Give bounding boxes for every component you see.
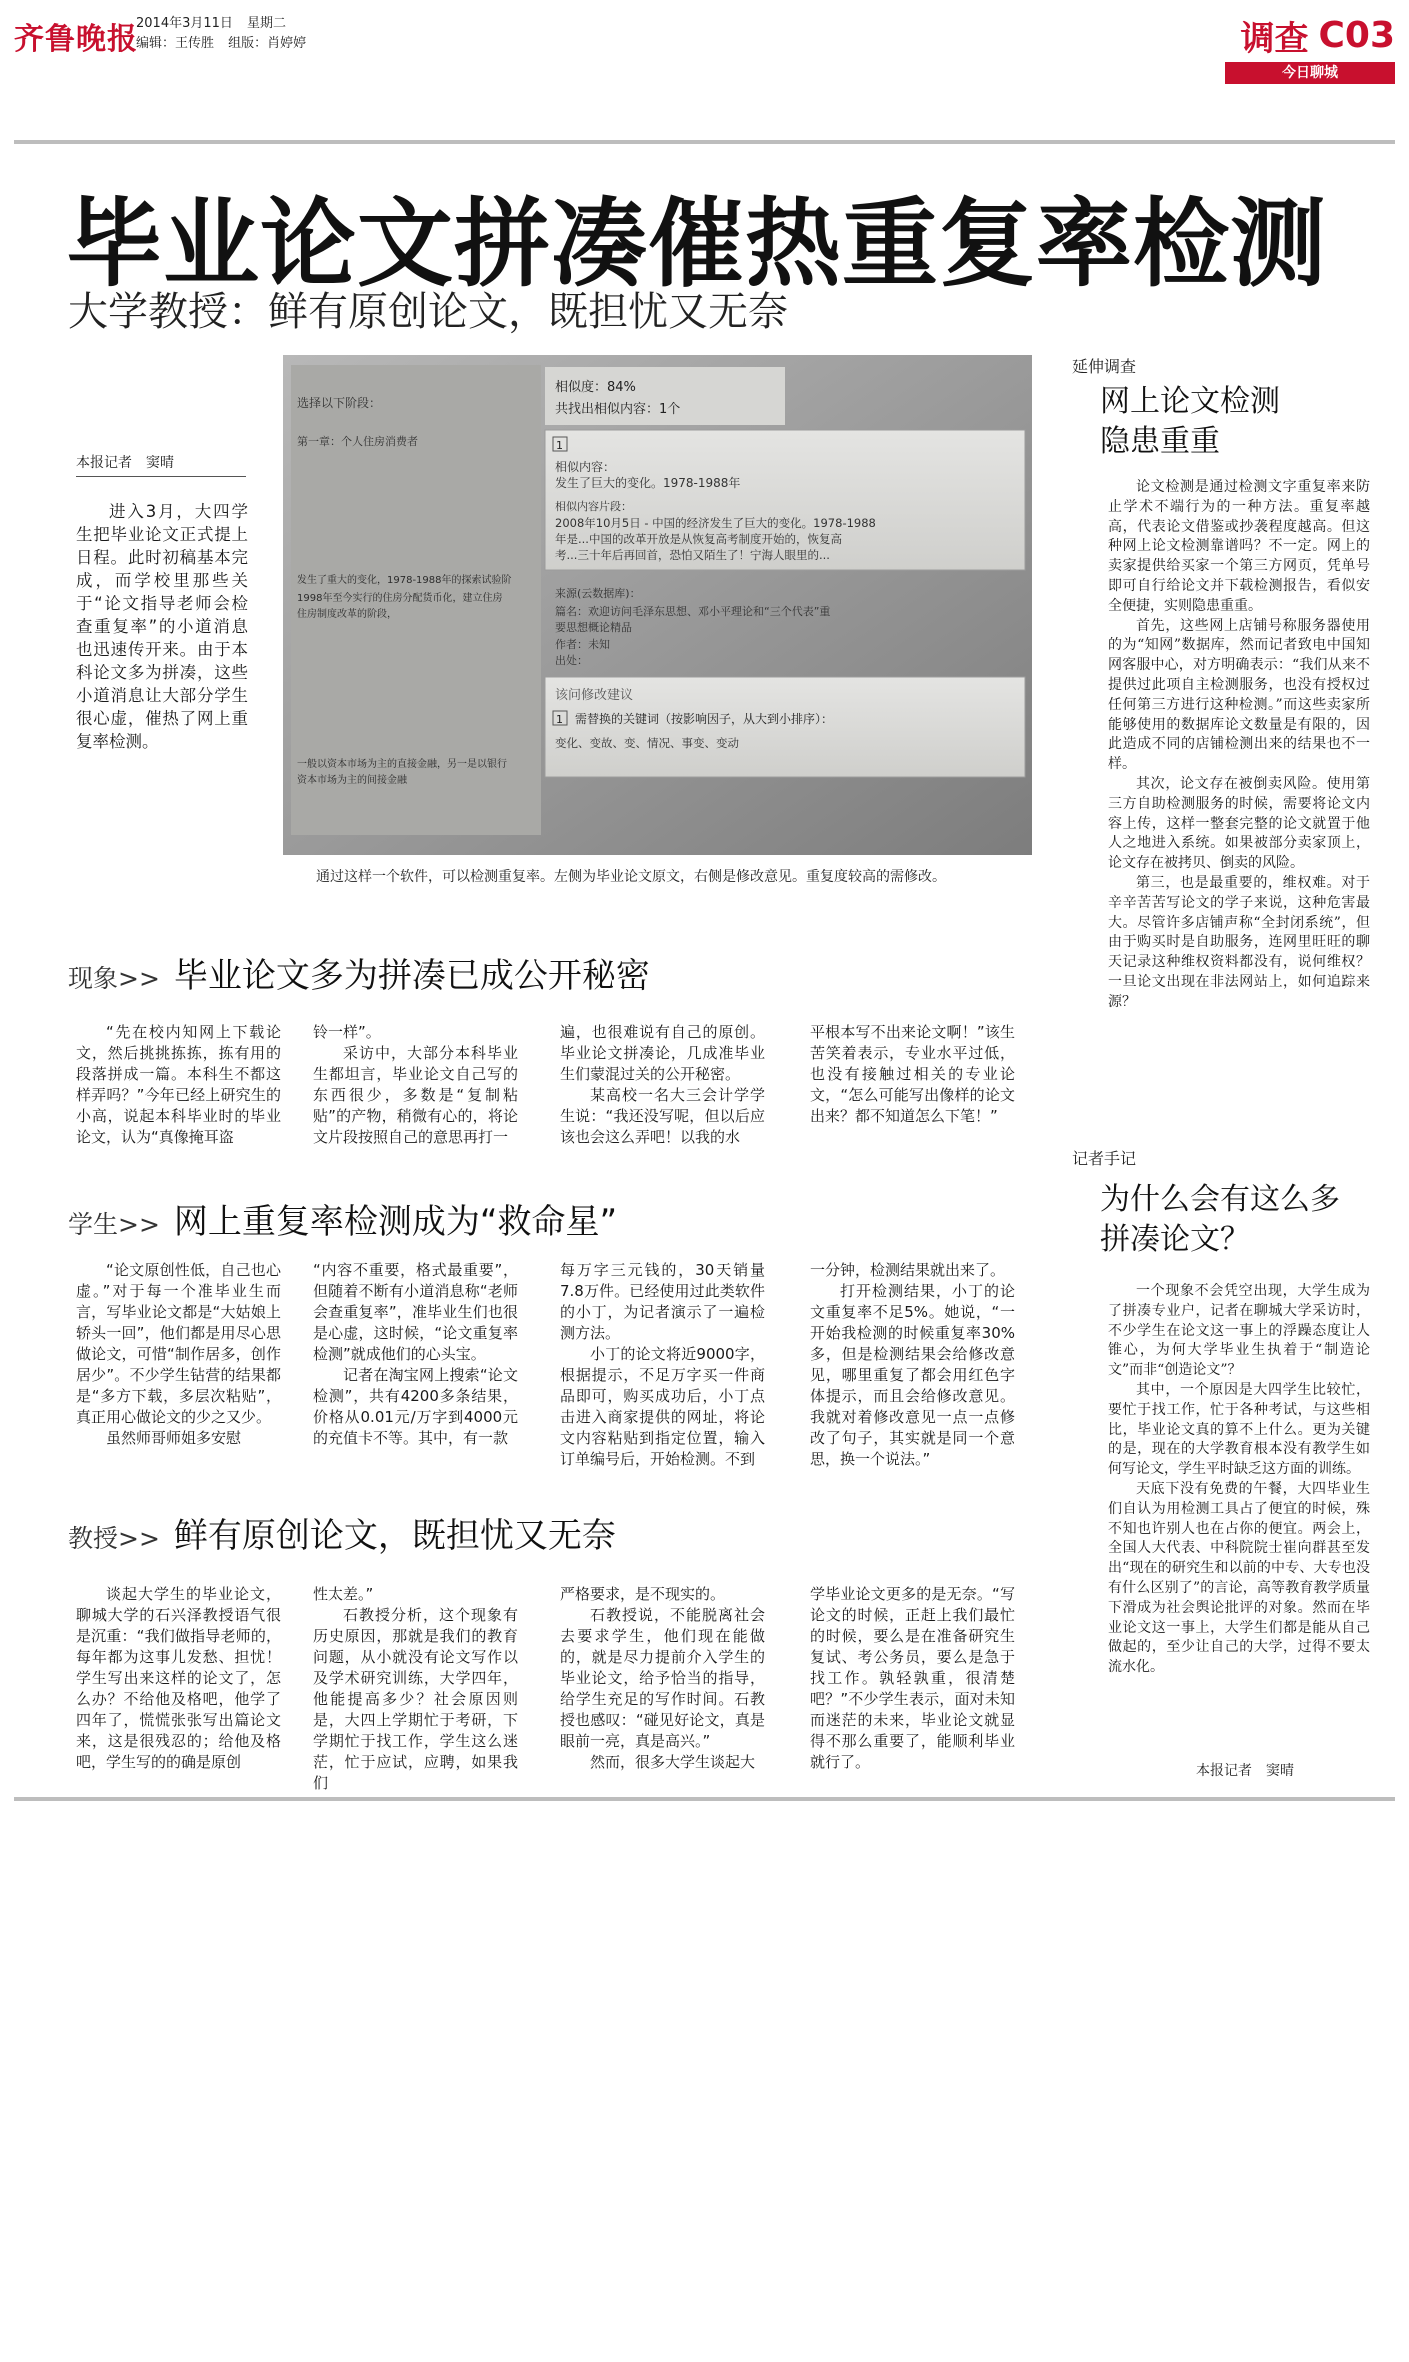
body-paragraph: 虽然师哥师姐多安慰	[106, 1429, 242, 1447]
sidebar-paragraph: 其中，一个原因是大四学生比较忙，要忙于找工作，忙于各种考试，与这些相比，毕业论文真的算不上什么。更为关键的是，现在的大学教育根本没有教学生如何写论文，学生平时缺乏这方面的训练。	[1108, 1381, 1370, 1478]
sidebar-kicker-notes: 记者手记	[1072, 1149, 1137, 1168]
section-title: 鲜有原创论文，既担忧又无奈	[173, 1516, 616, 1556]
masthead	[14, 8, 1395, 84]
sidebar-kicker-extension: 延伸调查	[1072, 357, 1137, 376]
section-kicker: 学生	[68, 1210, 119, 1239]
sidebar-body-notes	[1108, 1282, 1370, 1678]
sidebar-title-notes: 为什么会有这么多拼凑论文？	[1100, 1182, 1340, 1257]
section-kicker: 教授	[68, 1524, 119, 1553]
source-title-1: 篇名：欢迎访问毛泽东思想、邓小平理论和“三个代表”重	[555, 605, 831, 618]
section-name: 调查	[1240, 18, 1309, 59]
byline-rule	[76, 476, 246, 477]
newspaper-logo: 齐鲁晚报	[14, 22, 138, 57]
body-column	[313, 1022, 518, 1148]
section-heading-students	[68, 1194, 618, 1242]
photo-caption: 通过这样一个软件，可以检测重复率。左侧为毕业论文原文，右侧是修改意见。重复度较高的需修改。	[316, 869, 946, 885]
sidebar-paragraph: 其次，论文存在被倒卖风险。使用第三方自助检测服务的时候，需要将论文内容上传，这样一整套完整的论文就置于他人之地进入系统。如果被部分卖家顶上，论文存在被拷贝、倒卖的风险。	[1108, 775, 1370, 872]
issue-weekday: 星期二	[247, 16, 287, 31]
bottom-rule	[14, 1797, 1395, 1801]
body-paragraph: 性太差。”	[313, 1585, 374, 1603]
sidebar-title-extension: 网上论文检测隐患重重	[1100, 384, 1280, 459]
left-line-4: 1998年至今实行的住房分配货币化，建立住房	[297, 593, 503, 604]
headline: 毕业论文拼凑催热重复率检测	[66, 188, 1327, 300]
top-rule	[14, 140, 1395, 144]
layout-credit: 组版：肖婷婷	[228, 36, 307, 51]
section-arrows: >>	[118, 964, 160, 993]
section-title	[1225, 10, 1395, 60]
body-column	[560, 1260, 765, 1470]
body-paragraph: 学毕业论文更多的是无奈。“写论文的时候，正赶上我们最忙的时候，要么是在准备研究生复试、考公务员，要么是急于找工作。孰轻孰重，很清楚吧？”不少学生表示，面对未知而迷茫的未来，毕业论文就显得不那么重要了，能顺利毕业就行了。	[810, 1585, 1015, 1771]
body-paragraph: 严格要求，是不现实的。	[560, 1585, 726, 1603]
body-paragraph: 采访中，大部分本科毕业生都坦言，毕业论文自己写的东西很少，多数是“复制粘贴”的产物，稍微有心的，将论文片段按照自己的意思再打一	[313, 1044, 518, 1146]
body-paragraph: 记者在淘宝网上搜索“论文检测”，共有4200多条结果，价格从0.01元/万字到4000元的充值卡不等。其中，有一款	[313, 1366, 518, 1447]
section-box	[1225, 8, 1395, 84]
page-code: C03	[1318, 14, 1395, 56]
body-paragraph: 小丁的论文将近9000字，根据提示，不足万字买一件商品即可，购买成功后，小丁点击进入商家提供的网址，将论文内容粘贴到指定位置，输入订单编号后，开始检测。不到	[560, 1345, 765, 1468]
sidebar-signature: 本报记者 窦晴	[1196, 1763, 1294, 1779]
body-paragraph: 平根本写不出来论文啊！”该生苦笑着表示，专业水平过低，也没有接触过相关的专业论文，“怎么可能写出像样的论文出来？都不知道怎么下笔！”	[810, 1023, 1015, 1125]
body-column	[313, 1584, 518, 1794]
body-paragraph: 打开检测结果，小丁的论文重复率不足5%。她说，“一开始我检测的时候重复率30%多，但是检测结果会给修改意见，哪里重复了都会用红色字体提示，而且会给修改意见。我就对着修改意见一点一点修改了句子，其实就是同一个意思，换一个说法。”	[810, 1282, 1015, 1468]
body-column	[810, 1260, 1015, 1470]
match-number: 1	[556, 439, 563, 452]
body-paragraph: “先在校内知网上下载论文，然后挑挑拣拣，拣有用的段落拼成一篇。本科生不都这样弄吗？”今年已经上研究生的小高，说起本科毕业时的毕业论文，认为“真像掩耳盗	[76, 1023, 281, 1146]
issue-date: 2014年3月11日	[136, 16, 233, 31]
issue-meta	[136, 14, 316, 54]
source-author: 作者：未知	[555, 638, 610, 651]
fragment-line-2: 年是...中国的改革开放是从恢复高考制度开始的，恢复高	[555, 532, 842, 546]
byline: 本报记者 窦晴	[76, 455, 174, 471]
body-paragraph: 石教授分析，这个现象有历史原因，那就是我们的教育问题，从小就没有论文写作以及学术研究训练，大学四年，他能提高多少？社会原因则是，大四上学期忙于考研，下学期忙于找工作，学生这么迷茫，忙于应试，应聘，如果我们	[313, 1606, 518, 1792]
body-paragraph: 然而，很多大学生谈起大	[590, 1753, 756, 1771]
fragment-line-3: 考...三十年后再回首，恐怕又陌生了！宁海人眼里的...	[555, 548, 830, 562]
fragment-label: 相似内容片段：	[555, 500, 632, 513]
sidebar-paragraph: 首先，这些网上店铺号称服务器使用的为“知网”数据库，然而记者致电中国知网客服中心，对方明确表示：“我们从来不提供过此项自主检测服务，也没有授权过任何第三方进行这种检测。”而这些卖家所能够使用的数据库论文数量是有限的，因此造成不同的店铺检测出来的结果也不一样。	[1108, 617, 1370, 773]
editor-credit: 编辑：王传胜	[136, 36, 215, 51]
body-paragraph: 每万字三元钱的，30天销量7.8万件。已经使用过此类软件的小丁，为记者演示了一遍检测方法。	[560, 1261, 765, 1342]
photo-software-screenshot	[283, 355, 1032, 855]
sidebar-paragraph: 一个现象不会凭空出现，大学生成为了拼凑专业户，记者在聊城大学采访时，不少学生在论文这一事上的浮躁态度让人锥心，为何大学毕业生执着于“制造论文”而非“创造论文”？	[1108, 1283, 1370, 1379]
suggestion-title: 该问修改建议	[555, 688, 634, 703]
body-paragraph: 某高校一名大三会计学学生说：“我还没写呢，但以后应该也会这么弄吧！以我的水	[560, 1086, 765, 1146]
section-heading-professor	[68, 1508, 616, 1556]
body-paragraph: 石教授说，不能脱离社会去要求学生，他们现在能做的，就是尽力提前介入学生的毕业论文，给予恰当的指导，给学生充足的写作时间。石教授也感叹：“碰见好论文，真是眼前一亮，真是高兴。”	[560, 1606, 765, 1750]
sidebar-paragraph: 第三，也是最重要的，维权难。对于辛辛苦苦写论文的学子来说，这种危害最大。尽管许多店铺声称“全封闭系统”，但由于购买时是自助服务，连网里旺旺的聊天记录这种维权资料都没有，说何维权？一旦论文出现在非法网站上，如何追踪来源？	[1108, 874, 1370, 1010]
body-paragraph: 一分钟，检测结果就出来了。	[810, 1261, 1006, 1279]
suggestion-number: 1	[556, 713, 563, 726]
suggestion-text: 需替换的关键词（按影响因子，从大到小排序）：	[575, 712, 834, 726]
body-column	[810, 1022, 1015, 1127]
body-column	[560, 1584, 765, 1773]
left-line-1: 选择以下阶段：	[297, 396, 382, 410]
body-column	[76, 1584, 281, 1773]
section-arrows: >>	[118, 1210, 160, 1239]
similar-text: 发生了巨大的变化。1978-1988年	[555, 476, 741, 490]
body-column	[76, 1260, 281, 1449]
body-column	[76, 1022, 281, 1148]
suggestion-words: 变化、变故、变、情况、事变、变动	[555, 736, 739, 750]
sidebar-paragraph: 天底下没有免费的午餐，大四毕业生们自认为用检测工具占了便宜的时候，殊不知也许别人也在占你的便宜。两会上，全国人大代表、中科院院士崔向群甚至发出“现在的研究生和以前的中专、大专也没有什么区别了”的言论，高等教育教学质量下滑成为社会舆论批评的对象。然而在毕业论文这一事上，大学生们都是能从自己做起的，至少让自己的大学，过得不要太流水化。	[1108, 1480, 1370, 1676]
source-title-2: 要思想概论精品	[555, 621, 632, 634]
body-paragraph: 铃一样”。	[313, 1023, 381, 1041]
section-title: 毕业论文多为拼凑已成公开秘密	[173, 956, 650, 996]
source-origin: 出处：	[555, 654, 588, 667]
body-column	[560, 1022, 765, 1148]
fragment-line-1: 2008年10月5日 - 中国的经济发生了巨大的变化。1978-1988	[555, 516, 876, 530]
source-label: 来源(云数据库)：	[555, 587, 641, 600]
section-arrows: >>	[118, 1524, 160, 1553]
left-line-6: 一般以资本市场为主的直接金融，另一是以银行	[297, 759, 507, 770]
photo-svg	[283, 355, 1032, 855]
left-line-2: 第一章：个人住房消费者	[297, 435, 418, 448]
similar-label: 相似内容：	[555, 460, 616, 474]
left-line-3: 发生了重大的变化，1978-1988年的探索试验阶	[297, 575, 512, 586]
found-count: 共找出相似内容：1个	[555, 402, 681, 417]
lead-paragraph: 进入3月，大四学生把毕业论文正式提上日程。此时初稿基本完成，而学校里那些关于“论文指导老师会检查重复率”的小道消息也迅速传开来。由于本科论文多为拼凑，这些小道消息让大部分学生很心虚，催热了网上重复率检测。	[76, 502, 248, 751]
body-paragraph: 谈起大学生的毕业论文，聊城大学的石兴泽教授语气很是沉重：“我们做指导老师的，每年都为这事儿发愁、担忧！学生写出来这样的论文了，怎么办？不给他及格吧，他学了四年了，慌慌张张写出篇论文来，这是很残忍的；给他及格吧，学生写的的确是原创	[76, 1585, 281, 1771]
section-title: 网上重复率检测成为“救命星”	[173, 1202, 618, 1242]
body-paragraph: 遍，也很难说有自己的原创。毕业论文拼凑论，几成准毕业生们蒙混过关的公开秘密。	[560, 1023, 765, 1083]
left-line-7: 资本市场为主的间接金融	[297, 775, 407, 786]
section-kicker: 现象	[68, 964, 119, 993]
similarity-value: 相似度：84%	[555, 380, 636, 395]
section-tag: 今日聊城	[1225, 62, 1395, 84]
body-column	[313, 1260, 518, 1449]
left-line-5: 住房制度改革的阶段，	[297, 609, 397, 620]
section-heading-phenomenon	[68, 948, 650, 996]
body-paragraph: “论文原创性低，自己也心虚。”对于每一个准毕业生而言，写毕业论文都是“大姑娘上轿头一回”，他们都是用尽心思做论文，可惜“制作居多，创作居少”。不少学生钻营的结果都是“多方下载，多层次粘贴”，真正用心做论文的少之又少。	[76, 1261, 281, 1426]
subheadline: 大学教授：鲜有原创论文，既担忧又无奈	[68, 289, 788, 335]
body-paragraph: “内容不重要，格式最重要”，但随着不断有小道消息称“老师会查重复率”，准毕业生们也很是心虚，这时候，“论文重复率检测”就成他们的心头宝。	[313, 1261, 518, 1363]
sidebar-paragraph: 论文检测是通过检测文字重复率来防止学术不端行为的一种方法。重复率越高，代表论文借鉴或抄袭程度越高。但这种网上论文检测靠谱吗？不一定。网上的卖家提供给买家一个第三方网页，凭单号即可自行给论文并下载检测报告，看似安全便捷，实则隐患重重。	[1108, 479, 1370, 614]
body-column	[810, 1584, 1015, 1773]
sidebar-body-extension	[1108, 478, 1370, 1013]
